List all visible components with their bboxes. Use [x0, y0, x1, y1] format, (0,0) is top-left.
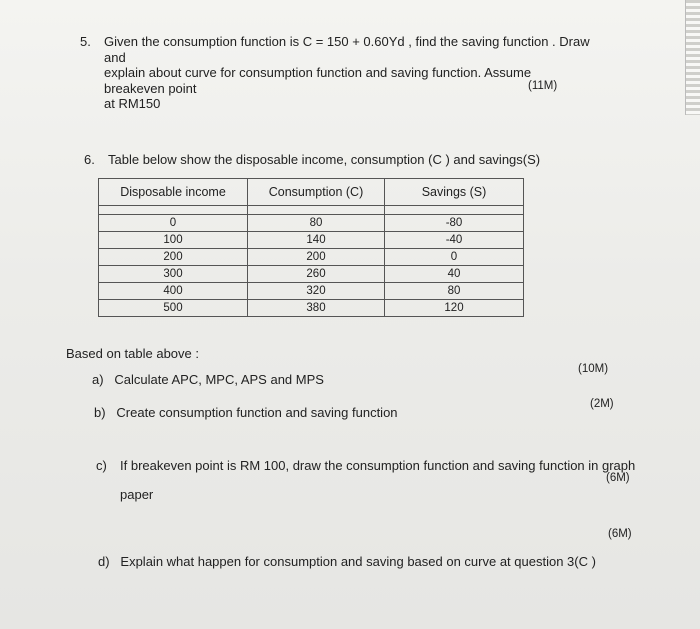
income-table [98, 178, 524, 317]
cell-consumption: 80 [248, 215, 385, 232]
cell-savings: -40 [385, 232, 524, 249]
cell-consumption: 260 [248, 266, 385, 283]
question-6-text: Table below show the disposable income, consumption (C ) and savings(S) [108, 152, 541, 167]
part-d-letter: d) [98, 554, 110, 569]
question-5-number: 5. [80, 34, 91, 49]
cell-income: 0 [99, 215, 248, 232]
part-b-text: Create consumption function and saving function [116, 405, 398, 420]
question-5-line-3: at RM150 [104, 96, 161, 112]
cell-consumption: 200 [248, 249, 385, 266]
column-header-income: Disposable income [99, 179, 248, 206]
cell-savings: 40 [385, 266, 524, 283]
part-c-letter: c) [96, 458, 107, 473]
part-a-text: Calculate APC, MPC, APS and MPS [114, 372, 324, 387]
cell-savings: 80 [385, 283, 524, 300]
notebook-edge [685, 0, 700, 115]
cell-income: 400 [99, 283, 248, 300]
cell-consumption: 380 [248, 300, 385, 317]
table-row [99, 215, 524, 232]
part-d-marks: (6M) [608, 528, 632, 540]
column-header-savings: Savings (S) [385, 179, 524, 206]
question-5-text [104, 34, 594, 112]
part-a-letter: a) [92, 372, 104, 387]
table-row [99, 300, 524, 317]
cell-income: 100 [99, 232, 248, 249]
table-row [99, 266, 524, 283]
question-5-marks: (11M) [528, 80, 558, 92]
cell-income: 300 [99, 266, 248, 283]
part-b-marks: (2M) [590, 398, 614, 410]
cell-consumption: 320 [248, 283, 385, 300]
cell-savings: 120 [385, 300, 524, 317]
table-row [99, 249, 524, 266]
part-a [92, 372, 324, 387]
table-header-row [99, 179, 524, 206]
question-5-line-1: Given the consumption function is C = 150 + 0.60Yd , find the saving function . Draw and [104, 34, 590, 65]
question-6-number: 6. [84, 152, 95, 167]
part-c-marks: (6M) [606, 472, 630, 484]
cell-savings: 0 [385, 249, 524, 266]
table-row [99, 283, 524, 300]
table-spacer-row [99, 206, 524, 215]
part-d-text: Explain what happen for consumption and saving based on curve at question 3(C ) [120, 554, 596, 569]
part-b [94, 405, 398, 420]
based-on-table-label: Based on table above : [66, 346, 199, 361]
part-d [98, 554, 596, 569]
cell-income: 200 [99, 249, 248, 266]
part-c-line-2: paper [120, 487, 154, 502]
column-header-consumption: Consumption (C) [248, 179, 385, 206]
part-c-text [120, 458, 640, 502]
part-c-line-1: If breakeven point is RM 100, draw the consumption function and saving function in graph [120, 458, 636, 473]
cell-savings: -80 [385, 215, 524, 232]
cell-income: 500 [99, 300, 248, 317]
table-row [99, 232, 524, 249]
cell-consumption: 140 [248, 232, 385, 249]
part-a-marks: (10M) [578, 363, 609, 375]
part-b-letter: b) [94, 405, 106, 420]
question-5-line-2: explain about curve for consumption function and saving function. Assume breakeven point [104, 65, 532, 96]
